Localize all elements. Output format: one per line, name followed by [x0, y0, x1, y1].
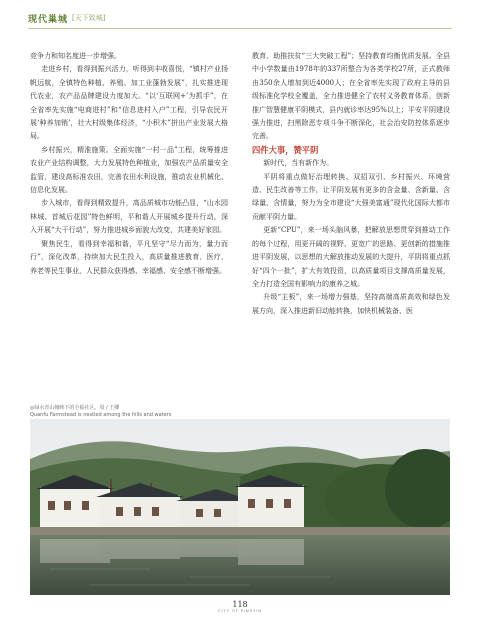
magazine-brand: 现代巢城 — [28, 14, 69, 25]
left-column — [30, 50, 228, 278]
village-photo — [30, 419, 450, 595]
paragraph: 聚焦民生，看得到幸福和谐，平凡坚守“尽力而为，量力而行”，深化改革，持续加大民生投入，高质量推进教育、医疗、养老等民生事业，人民群众获得感、幸福感、安全感不断增强。 — [30, 239, 228, 275]
paragraph: 步入城市，看得到精致提升，高品质城市功能凸显，“山水园林城、首城后花园”特色鲜明，平和谐人开展城乡提升行动，深入开展“大干行动”，努力推进城乡面貌大改变，共建美好家园。 — [30, 199, 228, 235]
paragraph: 乡村振兴，精准施策。全面实施“一村一品”工程，统筹推进农业产业结构调整，大力发展特色种植业，加强农产品质量安全监管，建设高标准农田，完善农田水利设施，推动农业机械化、信息化发展。 — [30, 145, 228, 195]
page-number: 118 — [232, 600, 248, 609]
paragraph: 升级“主板”，来一场增力强基，坚持高端高质高效和绿色发展方向，深入推进新旧动能转换，加快机械装备、医 — [252, 293, 450, 315]
paragraph: 更新“CPU”，来一场头脑风暴，把解放思想贯穿到推动工作的每个过程，用更开阔的视野、更宽广的思路、更创新的措施推进平阴发展，以思想的大解放推动发展的大提升，平阴将重点抓好“四个一批”，扩大有效投资，以高质量项目支撑高质量发展，全力打造全国有影响力的康养之城。 — [252, 226, 450, 288]
section-label: [天下致城] — [72, 14, 106, 22]
header-rule — [28, 28, 452, 29]
paragraph: 走进乡村，看得到振兴活力，听得到丰收喜悦，“镇村产业扬帆远航，全镇特色种植、养殖、加工业蓬勃发展”，扎实推进现代农业，农产品品牌建设力度加大。“以‘互联网+’为抓手”，在全省率先实施“电商进村”和“信息进村入户”工程，引导农民开展‘种养加销’，壮大村级集体经济，“小积木”拼出产业发展大格局。 — [30, 65, 228, 141]
paragraph: 平阴将重点做好治理转换、双招双引、乡村振兴、环境营造、民生改善等工作，让平阴发展有更多的含金量、含新量、含绿量、含情量，努力为全市建设“大强美富通”现代化国际大都市贡献平阴力量。 — [252, 172, 450, 221]
right-column — [252, 50, 450, 318]
paragraph: 教育、助推扶贫“三大突破工程”；坚持教育均衡优质发展。全县中小学数量由1978年的337所整合为各类学校27所，正式教师由350余人增加到近4000人；在全省率先实现了政府主导的县级标准化学校全覆盖，全力推进健全了农村义务教育体系，创新推广智慧健康平阴模式，县内就诊率达95%以上；平安平阴建设强力推进，扫黑除恶专项斗争不断深化，社会治安防控体系逐步完善。 — [252, 52, 450, 141]
caption-english: Quanfu Farmstead is nestled among the hills and waters — [30, 412, 172, 418]
caption-chinese: ◎绿水青山掩映下的全福社区。周 / 王卿 — [30, 405, 120, 411]
paragraph: 新时代，当有新作为。 — [263, 159, 334, 168]
photo-caption — [30, 405, 171, 419]
page-header — [28, 10, 105, 26]
folio-subtitle: CITY OF PINGYIN — [218, 609, 262, 613]
page-folio — [0, 600, 480, 613]
section-heading: 四件大事，赞平阴 — [252, 144, 319, 155]
paragraph: 竞争力和知名度进一步增强。 — [30, 52, 121, 60]
village-landscape-illustration — [30, 419, 450, 595]
